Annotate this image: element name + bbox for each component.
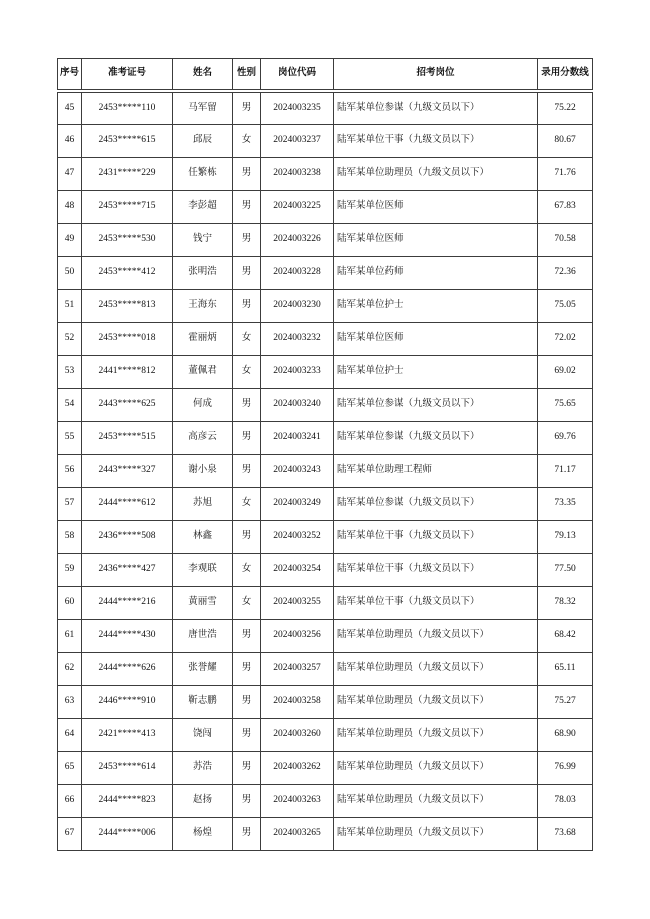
cell-position-code: 2024003249 xyxy=(261,487,334,520)
cell-exam-id: 2453*****110 xyxy=(82,91,173,124)
cell-position-code: 2024003257 xyxy=(261,652,334,685)
cell-position-code: 2024003254 xyxy=(261,553,334,586)
cell-position-code: 2024003232 xyxy=(261,322,334,355)
cell-position: 陆军某单位助理员（九级文员以下） xyxy=(334,817,538,850)
cell-position: 陆军某单位干事（九级文员以下） xyxy=(334,553,538,586)
cell-gender: 男 xyxy=(233,91,261,124)
cell-no: 62 xyxy=(58,652,82,685)
cell-gender: 男 xyxy=(233,190,261,223)
table-row xyxy=(58,190,593,223)
cell-exam-id: 2436*****508 xyxy=(82,520,173,553)
cell-position: 陆军某单位医师 xyxy=(334,223,538,256)
cell-name: 黄丽雪 xyxy=(173,586,233,619)
cell-no: 65 xyxy=(58,751,82,784)
cell-name: 李观联 xyxy=(173,553,233,586)
cell-position-code: 2024003258 xyxy=(261,685,334,718)
cell-name: 张誉耀 xyxy=(173,652,233,685)
cell-position-code: 2024003228 xyxy=(261,256,334,289)
cell-name: 马军留 xyxy=(173,91,233,124)
header-position-code: 岗位代码 xyxy=(261,59,334,92)
cell-exam-id: 2453*****614 xyxy=(82,751,173,784)
cell-score: 75.27 xyxy=(538,685,593,718)
cell-gender: 女 xyxy=(233,322,261,355)
cell-name: 饶闯 xyxy=(173,718,233,751)
cell-score: 78.32 xyxy=(538,586,593,619)
cell-gender: 男 xyxy=(233,784,261,817)
table-row xyxy=(58,355,593,388)
cell-position: 陆军某单位参谋（九级文员以下） xyxy=(334,487,538,520)
table-row xyxy=(58,487,593,520)
cell-exam-id: 2453*****018 xyxy=(82,322,173,355)
cell-score: 69.02 xyxy=(538,355,593,388)
cell-score: 71.17 xyxy=(538,454,593,487)
header-row xyxy=(58,59,593,92)
cell-name: 苏旭 xyxy=(173,487,233,520)
cell-no: 60 xyxy=(58,586,82,619)
cell-score: 68.42 xyxy=(538,619,593,652)
cell-no: 55 xyxy=(58,421,82,454)
cell-exam-id: 2444*****216 xyxy=(82,586,173,619)
cell-exam-id: 2453*****515 xyxy=(82,421,173,454)
cell-score: 65.11 xyxy=(538,652,593,685)
cell-name: 谢小泉 xyxy=(173,454,233,487)
cell-name: 靳志鹏 xyxy=(173,685,233,718)
cell-gender: 男 xyxy=(233,652,261,685)
cell-gender: 女 xyxy=(233,553,261,586)
cell-name: 霍丽炳 xyxy=(173,322,233,355)
cell-gender: 男 xyxy=(233,751,261,784)
cell-exam-id: 2444*****430 xyxy=(82,619,173,652)
cell-no: 61 xyxy=(58,619,82,652)
cell-name: 王海东 xyxy=(173,289,233,322)
cell-exam-id: 2453*****530 xyxy=(82,223,173,256)
cell-exam-id: 2436*****427 xyxy=(82,553,173,586)
cell-position: 陆军某单位助理员（九级文员以下） xyxy=(334,685,538,718)
cell-gender: 男 xyxy=(233,289,261,322)
cell-position-code: 2024003240 xyxy=(261,388,334,421)
cell-gender: 男 xyxy=(233,223,261,256)
cell-position-code: 2024003233 xyxy=(261,355,334,388)
table-row xyxy=(58,718,593,751)
cell-position-code: 2024003235 xyxy=(261,91,334,124)
cell-no: 67 xyxy=(58,817,82,850)
table-row xyxy=(58,784,593,817)
cell-score: 70.58 xyxy=(538,223,593,256)
cell-no: 63 xyxy=(58,685,82,718)
cell-position-code: 2024003263 xyxy=(261,784,334,817)
cell-gender: 男 xyxy=(233,454,261,487)
cell-gender: 女 xyxy=(233,124,261,157)
table-row xyxy=(58,421,593,454)
cell-position-code: 2024003252 xyxy=(261,520,334,553)
table-row xyxy=(58,91,593,124)
cell-no: 53 xyxy=(58,355,82,388)
cell-score: 68.90 xyxy=(538,718,593,751)
cell-position: 陆军某单位药师 xyxy=(334,256,538,289)
cell-score: 78.03 xyxy=(538,784,593,817)
cell-no: 51 xyxy=(58,289,82,322)
table-row xyxy=(58,454,593,487)
cell-score: 73.68 xyxy=(538,817,593,850)
cell-score: 67.83 xyxy=(538,190,593,223)
cell-score: 72.36 xyxy=(538,256,593,289)
cell-no: 47 xyxy=(58,157,82,190)
cell-position: 陆军某单位护士 xyxy=(334,355,538,388)
cell-position-code: 2024003262 xyxy=(261,751,334,784)
cell-gender: 男 xyxy=(233,421,261,454)
cell-gender: 男 xyxy=(233,817,261,850)
table-row xyxy=(58,388,593,421)
table-row xyxy=(58,553,593,586)
cell-position: 陆军某单位干事（九级文员以下） xyxy=(334,586,538,619)
cell-position: 陆军某单位助理员（九级文员以下） xyxy=(334,751,538,784)
cell-position-code: 2024003256 xyxy=(261,619,334,652)
cell-no: 58 xyxy=(58,520,82,553)
cell-no: 50 xyxy=(58,256,82,289)
header-score: 录用分数线 xyxy=(538,59,593,92)
cell-exam-id: 2453*****715 xyxy=(82,190,173,223)
cell-exam-id: 2441*****812 xyxy=(82,355,173,388)
table-row xyxy=(58,586,593,619)
cell-position-code: 2024003238 xyxy=(261,157,334,190)
cell-name: 任繁栋 xyxy=(173,157,233,190)
cell-position-code: 2024003225 xyxy=(261,190,334,223)
cell-position: 陆军某单位助理工程师 xyxy=(334,454,538,487)
cell-position: 陆军某单位干事（九级文员以下） xyxy=(334,124,538,157)
cell-position-code: 2024003237 xyxy=(261,124,334,157)
cell-position: 陆军某单位助理员（九级文员以下） xyxy=(334,652,538,685)
cell-position: 陆军某单位助理员（九级文员以下） xyxy=(334,157,538,190)
table-row xyxy=(58,817,593,850)
cell-name: 钱宁 xyxy=(173,223,233,256)
table-row xyxy=(58,157,593,190)
cell-gender: 男 xyxy=(233,718,261,751)
table-row xyxy=(58,223,593,256)
cell-position-code: 2024003255 xyxy=(261,586,334,619)
cell-name: 苏浩 xyxy=(173,751,233,784)
cell-name: 何成 xyxy=(173,388,233,421)
table-row xyxy=(58,289,593,322)
cell-name: 张明浩 xyxy=(173,256,233,289)
cell-no: 66 xyxy=(58,784,82,817)
admission-score-table xyxy=(57,58,593,851)
cell-gender: 男 xyxy=(233,388,261,421)
cell-position: 陆军某单位参谋（九级文员以下） xyxy=(334,421,538,454)
cell-exam-id: 2453*****813 xyxy=(82,289,173,322)
cell-gender: 男 xyxy=(233,619,261,652)
cell-score: 69.76 xyxy=(538,421,593,454)
table-row xyxy=(58,652,593,685)
cell-no: 48 xyxy=(58,190,82,223)
cell-position-code: 2024003241 xyxy=(261,421,334,454)
cell-position: 陆军某单位助理员（九级文员以下） xyxy=(334,718,538,751)
table-row xyxy=(58,619,593,652)
cell-name: 邱辰 xyxy=(173,124,233,157)
cell-name: 唐世浩 xyxy=(173,619,233,652)
cell-score: 71.76 xyxy=(538,157,593,190)
cell-score: 77.50 xyxy=(538,553,593,586)
cell-score: 76.99 xyxy=(538,751,593,784)
cell-position: 陆军某单位干事（九级文员以下） xyxy=(334,520,538,553)
cell-score: 72.02 xyxy=(538,322,593,355)
cell-position-code: 2024003243 xyxy=(261,454,334,487)
header-gender: 性别 xyxy=(233,59,261,92)
cell-exam-id: 2421*****413 xyxy=(82,718,173,751)
cell-name: 李彭超 xyxy=(173,190,233,223)
cell-exam-id: 2444*****823 xyxy=(82,784,173,817)
cell-no: 46 xyxy=(58,124,82,157)
cell-gender: 男 xyxy=(233,685,261,718)
cell-score: 79.13 xyxy=(538,520,593,553)
cell-exam-id: 2443*****625 xyxy=(82,388,173,421)
cell-gender: 女 xyxy=(233,487,261,520)
cell-position: 陆军某单位参谋（九级文员以下） xyxy=(334,388,538,421)
table-body xyxy=(58,91,593,850)
cell-position-code: 2024003265 xyxy=(261,817,334,850)
header-position: 招考岗位 xyxy=(334,59,538,92)
cell-no: 52 xyxy=(58,322,82,355)
cell-exam-id: 2453*****615 xyxy=(82,124,173,157)
cell-score: 75.05 xyxy=(538,289,593,322)
cell-gender: 女 xyxy=(233,355,261,388)
cell-position-code: 2024003226 xyxy=(261,223,334,256)
table-row xyxy=(58,322,593,355)
table-row xyxy=(58,685,593,718)
cell-gender: 男 xyxy=(233,256,261,289)
cell-position-code: 2024003260 xyxy=(261,718,334,751)
cell-no: 56 xyxy=(58,454,82,487)
cell-gender: 女 xyxy=(233,586,261,619)
cell-no: 57 xyxy=(58,487,82,520)
cell-exam-id: 2444*****006 xyxy=(82,817,173,850)
table-header xyxy=(58,59,593,92)
cell-position: 陆军某单位助理员（九级文员以下） xyxy=(334,784,538,817)
cell-exam-id: 2443*****327 xyxy=(82,454,173,487)
header-name: 姓名 xyxy=(173,59,233,92)
cell-position-code: 2024003230 xyxy=(261,289,334,322)
header-no: 序号 xyxy=(58,59,82,92)
cell-score: 75.22 xyxy=(538,91,593,124)
cell-name: 赵扬 xyxy=(173,784,233,817)
cell-position: 陆军某单位医师 xyxy=(334,322,538,355)
cell-exam-id: 2446*****910 xyxy=(82,685,173,718)
cell-exam-id: 2444*****612 xyxy=(82,487,173,520)
cell-name: 董佩君 xyxy=(173,355,233,388)
cell-exam-id: 2444*****626 xyxy=(82,652,173,685)
table-row xyxy=(58,256,593,289)
header-exam-id: 准考证号 xyxy=(82,59,173,92)
cell-no: 54 xyxy=(58,388,82,421)
cell-no: 64 xyxy=(58,718,82,751)
cell-exam-id: 2431*****229 xyxy=(82,157,173,190)
cell-no: 49 xyxy=(58,223,82,256)
cell-score: 73.35 xyxy=(538,487,593,520)
cell-no: 59 xyxy=(58,553,82,586)
cell-gender: 男 xyxy=(233,520,261,553)
cell-score: 80.67 xyxy=(538,124,593,157)
cell-position: 陆军某单位医师 xyxy=(334,190,538,223)
table-row xyxy=(58,751,593,784)
cell-name: 高彦云 xyxy=(173,421,233,454)
cell-gender: 男 xyxy=(233,157,261,190)
cell-score: 75.65 xyxy=(538,388,593,421)
cell-no: 45 xyxy=(58,91,82,124)
cell-position: 陆军某单位助理员（九级文员以下） xyxy=(334,619,538,652)
cell-position: 陆军某单位参谋（九级文员以下） xyxy=(334,91,538,124)
cell-position: 陆军某单位护士 xyxy=(334,289,538,322)
cell-name: 林鑫 xyxy=(173,520,233,553)
table-row xyxy=(58,124,593,157)
cell-exam-id: 2453*****412 xyxy=(82,256,173,289)
cell-name: 杨煌 xyxy=(173,817,233,850)
table-row xyxy=(58,520,593,553)
